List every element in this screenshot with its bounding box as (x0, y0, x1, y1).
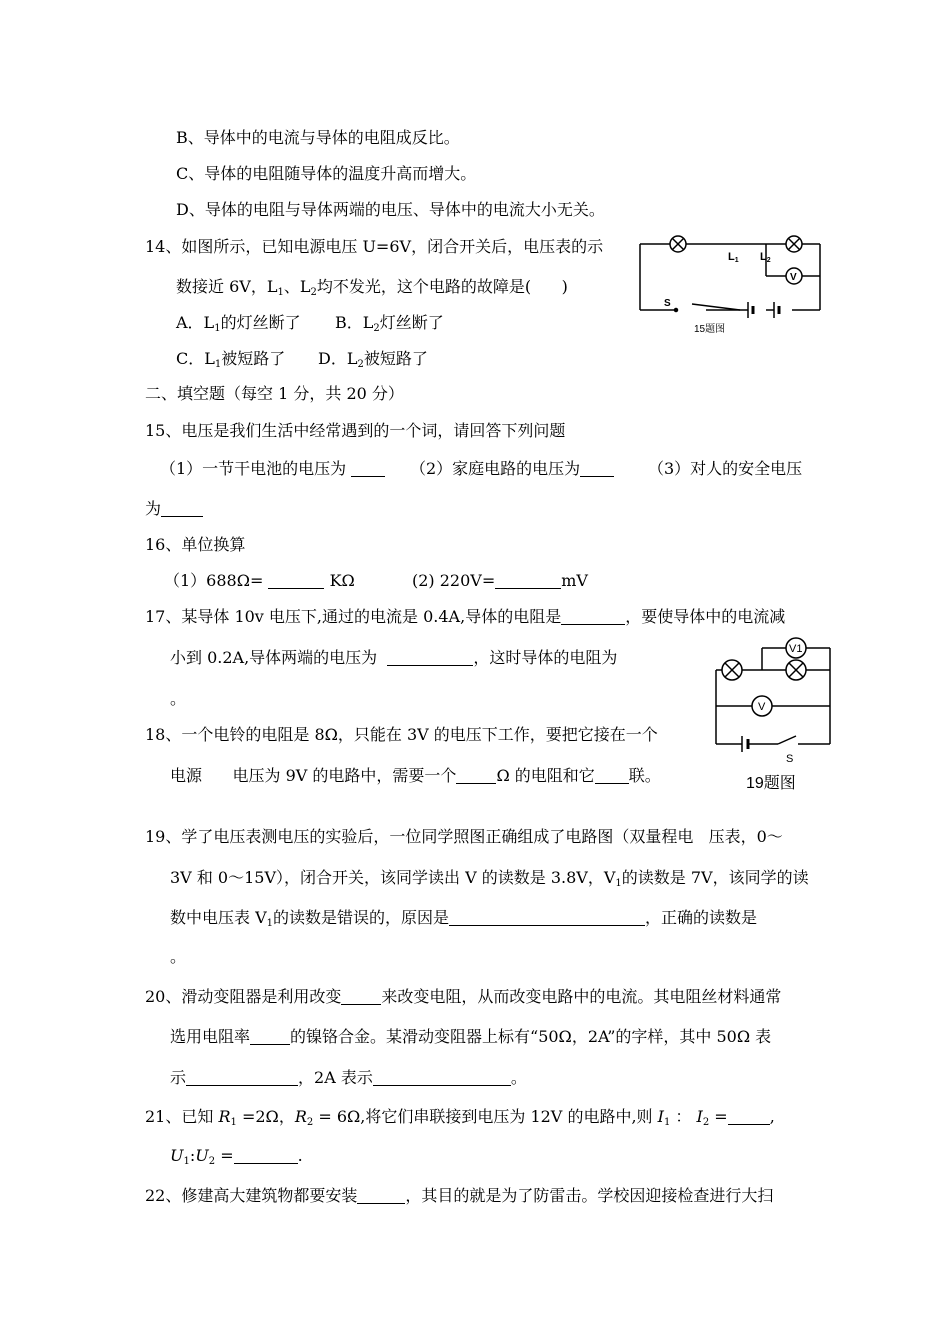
q18-line2: 电源 电压为 9V 的电路中，需要一个 Ω 的电阻和它 联。 (170, 766, 661, 785)
fig15-switch-label: S (664, 298, 671, 309)
q17-line2: 小到 0.2A,导体两端的电压为 ，这时导体的电阻为 (170, 648, 618, 667)
q17-blank-1[interactable] (561, 608, 625, 625)
q14-option-d: D．$L_2$被短路了 (318, 349, 428, 370)
q18-blank-1[interactable] (456, 767, 496, 784)
q15-blank-1[interactable] (351, 460, 385, 477)
q18-blank-2[interactable] (595, 767, 629, 784)
fig19-v1-label: V1 (789, 643, 803, 655)
q22-blank-1[interactable] (357, 1187, 405, 1204)
fig19-v-label: V (758, 701, 766, 713)
figure-15-circuit (636, 232, 826, 337)
q21-blank-1[interactable] (728, 1108, 770, 1125)
q21-line1: 21、已知 $R_1 =2\Omega$，$R_2 = 6\Omega$,将它们串联接到电压为 12V 的电路中,则 $I_1$ ： $I_2$ = , (145, 1107, 775, 1128)
q20-line3: 示 ，2A 表示 。 (170, 1068, 527, 1087)
q21-line2: $U_1:U_2$ = . (170, 1146, 303, 1167)
q20-blank-1[interactable] (341, 988, 381, 1005)
q20-blank-2[interactable] (250, 1028, 290, 1045)
q20-blank-4[interactable] (373, 1069, 511, 1086)
fig15-lamp1-label: L1 (728, 251, 739, 264)
q14-option-c: C．$L_1$被短路了 (176, 349, 286, 370)
q19-line3: 数中电压表 $V_1$的读数是错误的，原因是 ，正确的读数是 (170, 908, 758, 929)
fig15-lamp2-label: L2 (760, 251, 771, 264)
q17-line1: 17、某导体 10v 电压下,通过的电流是 0.4A,导体的电阻是 ，要使导体中的电流减 (145, 607, 786, 626)
q15-part3-cont: 为 (145, 499, 203, 519)
q14-option-a: A．$L_1$的灯丝断了 (176, 313, 301, 334)
q20-line2: 选用电阻率 的镍铬合金。某滑动变阻器上标有“50Ω，2A”的字样，其中 50Ω 表 (170, 1027, 772, 1046)
q19-line2: 3V 和 0～15V），闭合开关，该同学读出 V 的读数是 3.8V，$V_1$的读数是 7V，该同学的读 (170, 868, 809, 889)
q19-line4: 。 (170, 947, 187, 966)
q15-blank-2[interactable] (580, 460, 614, 477)
fig15-meter-label: V (790, 272, 797, 283)
q14-option-b: B．$L_2$灯丝断了 (335, 313, 444, 334)
fig15-caption: 15题图 (694, 324, 726, 335)
q20-blank-3[interactable] (186, 1069, 298, 1086)
q18-line1: 18、一个电铃的电阻是 8Ω，只能在 3V 的电压下工作，要把它接在一个 (145, 725, 658, 744)
fig19-switch-label: S (786, 753, 794, 765)
q21-blank-2[interactable] (234, 1147, 298, 1164)
q15-part1: （1）一节干电池的电压为 (160, 459, 385, 479)
fig19-caption: 19题图 (746, 775, 796, 792)
q13-option-d: D、导体的电阻与导体两端的电压、导体中的电流大小无关。 (176, 200, 605, 219)
q17-line3: 。 (170, 689, 187, 708)
q17-blank-2[interactable] (387, 649, 473, 666)
q20-line1: 20、滑动变阻器是利用改变 来改变电阻，从而改变电路中的电流。其电阻丝材料通常 (145, 987, 782, 1006)
section-2-title: 二、填空题（每空 1 分，共 20 分） (145, 384, 404, 403)
q16-part2: (2) 220V= mV (412, 571, 588, 590)
q15-stem: 15、电压是我们生活中经常遇到的一个词，请回答下列问题 (145, 421, 566, 440)
q16-blank-2[interactable] (495, 572, 561, 589)
q13-option-c: C、导体的电阻随导体的温度升高而增大。 (176, 164, 477, 183)
q16-blank-1[interactable] (268, 572, 324, 589)
q15-blank-3[interactable] (161, 500, 203, 517)
figure-19-circuit (712, 630, 836, 794)
q13-option-b: B、导体中的电流与导体的电阻成反比。 (176, 128, 460, 147)
q19-blank-1[interactable] (449, 909, 645, 926)
q19-line1: 19、学了电压表测电压的实验后，一位同学照图正确组成了电路图（双量程电 压表，0～ (145, 827, 783, 846)
q22-line1: 22、修建高大建筑物都要安装 ，其目的就是为了防雷击。学校因迎接检查进行大扫 (145, 1186, 774, 1205)
q15-part2: （2）家庭电路的电压为 (410, 459, 614, 479)
q14-stem-line2: 数接近 6V，$L_1$、$L_2$均不发光，这个电路的故障是( ) (176, 277, 568, 298)
q16-part1: （1）688Ω= KΩ (164, 571, 355, 590)
q14-stem-line1: 14、如图所示，已知电源电压 U=6V，闭合开关后，电压表的示 (145, 237, 604, 256)
q15-part3: （3）对人的安全电压 (648, 459, 803, 478)
q16-stem: 16、单位换算 (145, 535, 246, 554)
